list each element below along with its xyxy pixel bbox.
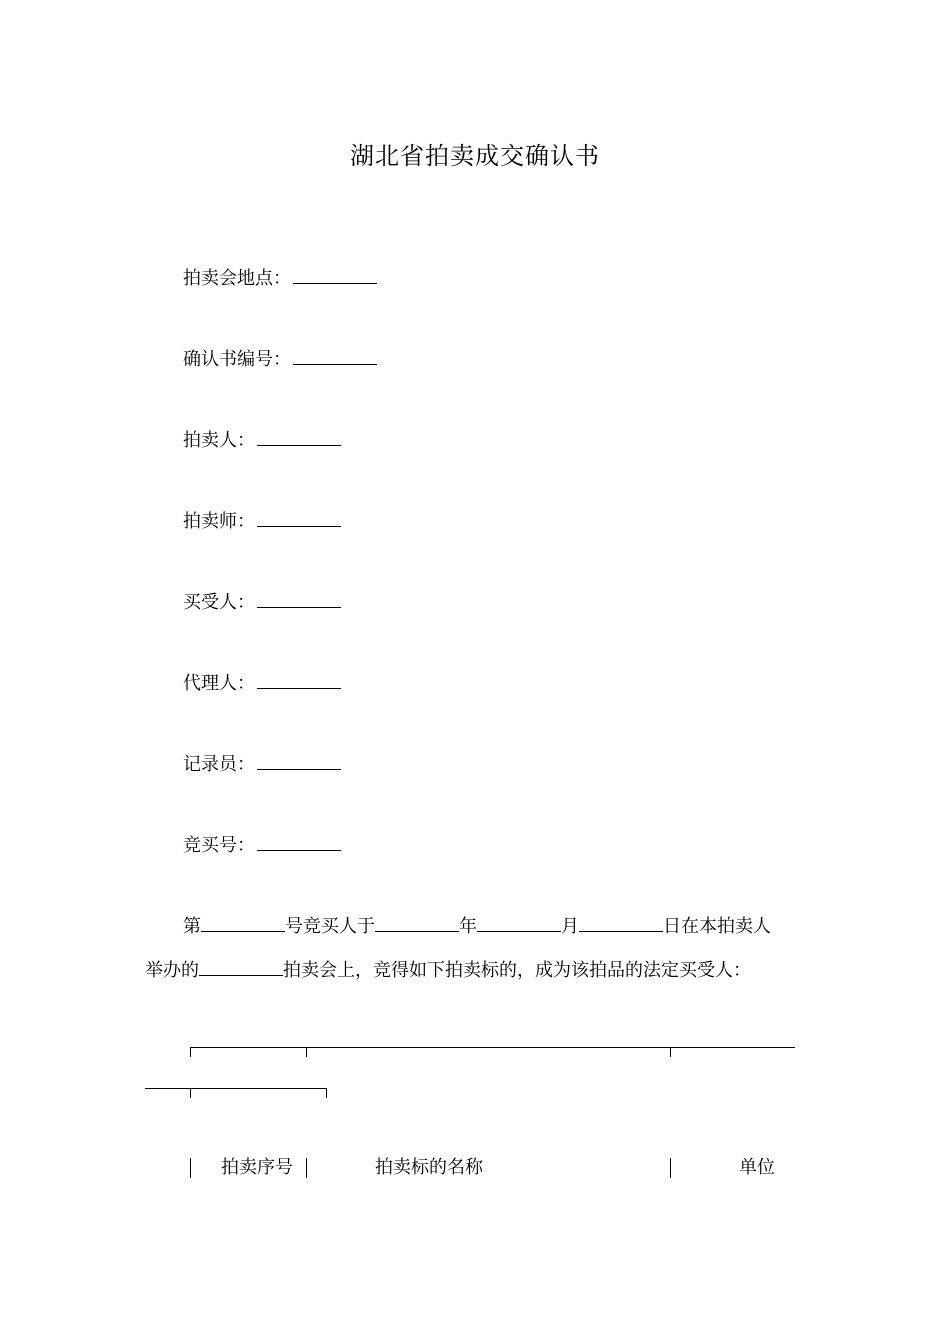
blank-line[interactable]: [257, 427, 341, 446]
paragraph-text: 号竞买人于: [285, 916, 375, 937]
field-auction-venue: [183, 265, 377, 291]
field-label: 拍卖师：: [183, 511, 255, 532]
paragraph-text: 第: [183, 916, 201, 937]
table-header-lot-number: 拍卖序号: [221, 1157, 293, 1178]
table-cell-border: [670, 1158, 671, 1178]
paragraph-line-1: [183, 913, 771, 939]
field-label: 代理人：: [183, 673, 255, 694]
paragraph-line-2: [145, 957, 751, 983]
table-second-border: [145, 1088, 326, 1089]
table-header-item-name: 拍卖标的名称: [375, 1157, 483, 1178]
blank-line[interactable]: [579, 913, 663, 932]
blank-line[interactable]: [201, 913, 285, 932]
table-column-divider: [670, 1047, 671, 1057]
blank-line[interactable]: [477, 913, 561, 932]
paragraph-text: 拍卖会上，竞得如下拍卖标的，成为该拍品的法定买受人：: [283, 960, 751, 981]
table-header-unit: 单位: [739, 1157, 775, 1178]
table-top-border: [190, 1047, 795, 1048]
field-recorder: [183, 751, 341, 777]
field-label: 确认书编号：: [183, 349, 291, 370]
table-cell-border: [190, 1158, 191, 1178]
blank-line[interactable]: [257, 589, 341, 608]
field-auctioneer-company: [183, 427, 341, 453]
table-column-divider: [306, 1047, 307, 1057]
paragraph-text: 举办的: [145, 960, 199, 981]
field-bidder-number: [183, 832, 341, 858]
blank-line[interactable]: [293, 346, 377, 365]
field-label: 买受人：: [183, 592, 255, 613]
field-confirmation-number: [183, 346, 377, 372]
field-label: 记录员：: [183, 754, 255, 775]
blank-line[interactable]: [257, 832, 341, 851]
field-buyer: [183, 589, 341, 615]
field-label: 拍卖会地点：: [183, 268, 291, 289]
field-label: 拍卖人：: [183, 430, 255, 451]
table-column-divider: [326, 1088, 327, 1098]
table-corner-mark: [190, 1047, 191, 1057]
blank-line[interactable]: [199, 957, 283, 976]
paragraph-text: 月: [561, 916, 579, 937]
paragraph-text: 年: [459, 916, 477, 937]
field-agent: [183, 670, 341, 696]
blank-line[interactable]: [293, 265, 377, 284]
field-auctioneer: [183, 508, 341, 534]
blank-line[interactable]: [257, 508, 341, 527]
blank-line[interactable]: [257, 751, 341, 770]
blank-line[interactable]: [375, 913, 459, 932]
table-column-divider: [190, 1088, 191, 1098]
blank-line[interactable]: [257, 670, 341, 689]
field-label: 竞买号：: [183, 835, 255, 856]
table-cell-border: [306, 1158, 307, 1178]
page-title: 湖北省拍卖成交确认书: [350, 142, 600, 170]
paragraph-text: 日在本拍卖人: [663, 916, 771, 937]
